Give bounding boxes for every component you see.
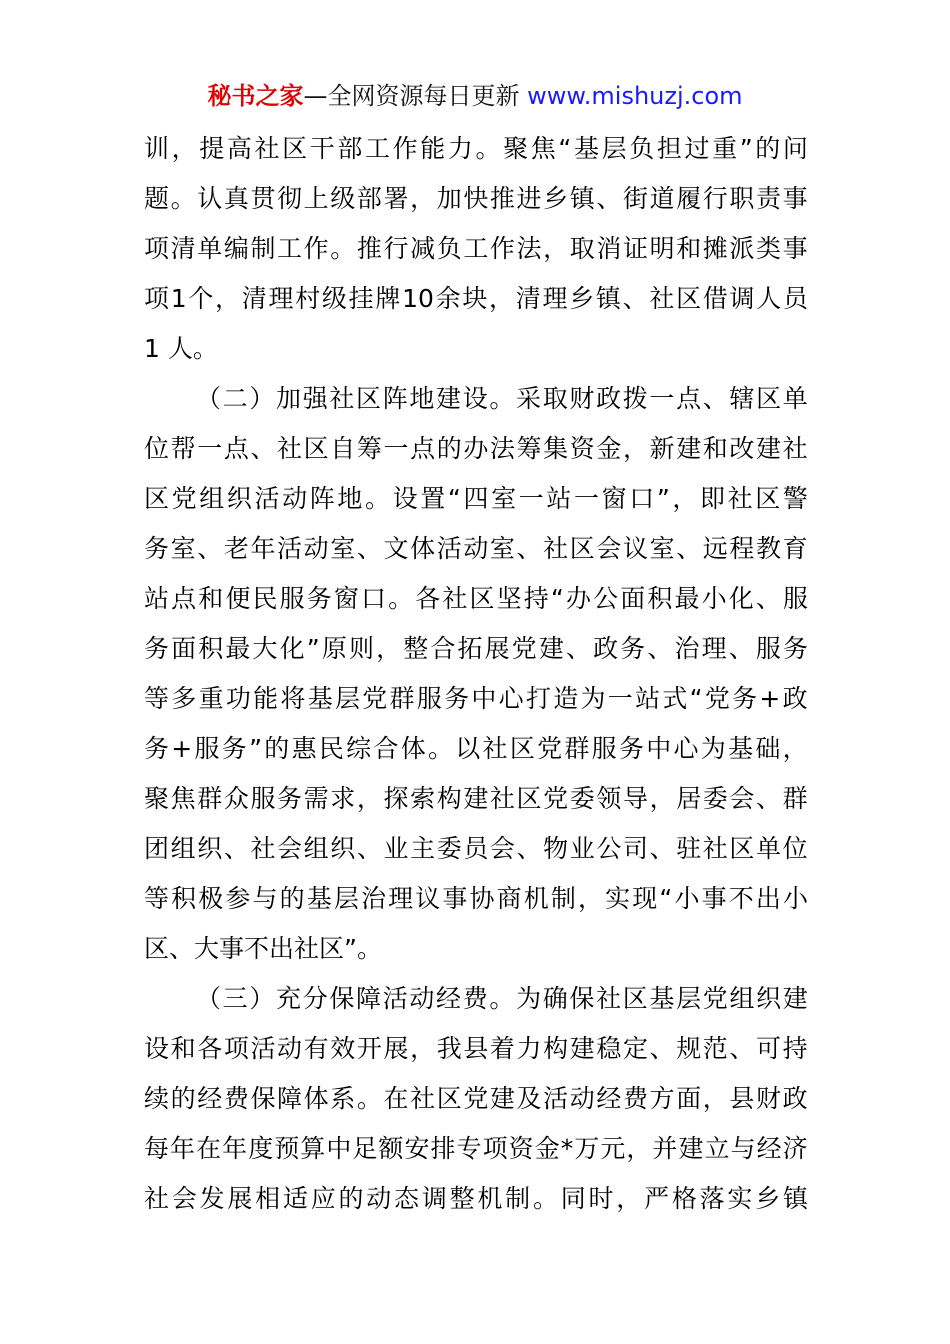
text-line: 续 的 经 费 保 障 体 系 。 在 社 区 党 建 及 活 动 经 费 方 面 ， 县 财 政 [144, 1084, 808, 1113]
text-line: 题 。 认 真 贯 彻 上 级 部 署 ， 加 快 推 进 乡 镇 、 街 道 履 行 职 责 事 [144, 184, 808, 213]
brand-name: 秘书之家 [207, 82, 304, 110]
text-line: 区 党 组 织 活 动 阵 地 。 设 置 “ 四 室 一 站 一 窗 口 ” ， 即 社 区 警 [144, 484, 808, 513]
text-line: 位 帮 一 点 、 社 区 自 筹 一 点 的 办 法 筹 集 资 金 ， 新 建 和 改 建 社 [144, 434, 808, 463]
document-body [144, 124, 808, 1224]
text-line: 训 ， 提 高 社 区 干 部 工 作 能 力 。 聚 焦 “ 基 层 负 担 过 重 ” 的 问 [144, 134, 808, 163]
text-line: 等 积 极 参 与 的 基 层 治 理 议 事 协 商 机 制 ， 实 现 “ 小 事 不 出 小 [144, 884, 808, 913]
text-line: （ 三 ） 充 分 保 障 活 动 经 费 。 为 确 保 社 区 基 层 党 组 织 建 [196, 984, 808, 1013]
text-line: 社 会 发 展 相 适 应 的 动 态 调 整 机 制 。 同 时 ， 严 格 落 实 乡 镇 [144, 1184, 808, 1213]
text-line: 每 年 在 年 度 预 算 中 足 额 安 排 专 项 资 金 * 万 元 ， 并 建 立 与 经 济 [144, 1134, 808, 1163]
text-line: 务 室 、 老 年 活 动 室 、 文 体 活 动 室 、 社 区 会 议 室 、 远 程 教 育 [144, 534, 808, 563]
text-line: 聚 焦 群 众 服 务 需 求 ， 探 索 构 建 社 区 党 委 领 导 ， 居 委 会 、 群 [144, 784, 808, 813]
text-line: 务 面 积 最 大 化 ” 原 则 ， 整 合 拓 展 党 建 、 政 务 、 治 理 、 服 务 [144, 634, 808, 663]
text-line: 团 组 织 、 社 会 组 织 、 业 主 委 员 会 、 物 业 公 司 、 驻 社 区 单 位 [144, 834, 808, 863]
text-line: 站 点 和 便 民 服 务 窗 口 。 各 社 区 坚 持 “ 办 公 面 积 最 小 化 、 服 [144, 584, 808, 613]
text-line: 项 1 个 ， 清 理 村 级 挂 牌 10 余 块 ， 清 理 乡 镇 、 社 区 借 调 人 员 [144, 284, 808, 313]
text-line: 务 + 服 务 ” 的 惠 民 综 合 体 。 以 社 区 党 群 服 务 中 心 为 基 础 ， [144, 734, 808, 763]
text-line: 设 和 各 项 活 动 有 效 开 展 ， 我 县 着 力 构 建 稳 定 、 规 范 、 可 持 [144, 1034, 808, 1063]
text-line: （ 二 ） 加 强 社 区 阵 地 建 设 。 采 取 财 政 拨 一 点 、 辖 区 单 [196, 384, 808, 413]
site-header [0, 80, 950, 112]
site-url-link[interactable]: www.mishuzj.com [527, 82, 743, 110]
text-line: 等 多 重 功 能 将 基 层 党 群 服 务 中 心 打 造 为 一 站 式 “ 党 务 + 政 [144, 684, 808, 713]
text-line: 区、大事不出社区”。 [144, 934, 382, 963]
text-line: 项 清 单 编 制 工 作 。 推 行 减 负 工 作 法 ， 取 消 证 明 和 摊 派 类 事 [144, 234, 808, 263]
header-tagline: —全网资源每日更新 [303, 82, 520, 110]
text-line: 1 人。 [144, 334, 218, 363]
